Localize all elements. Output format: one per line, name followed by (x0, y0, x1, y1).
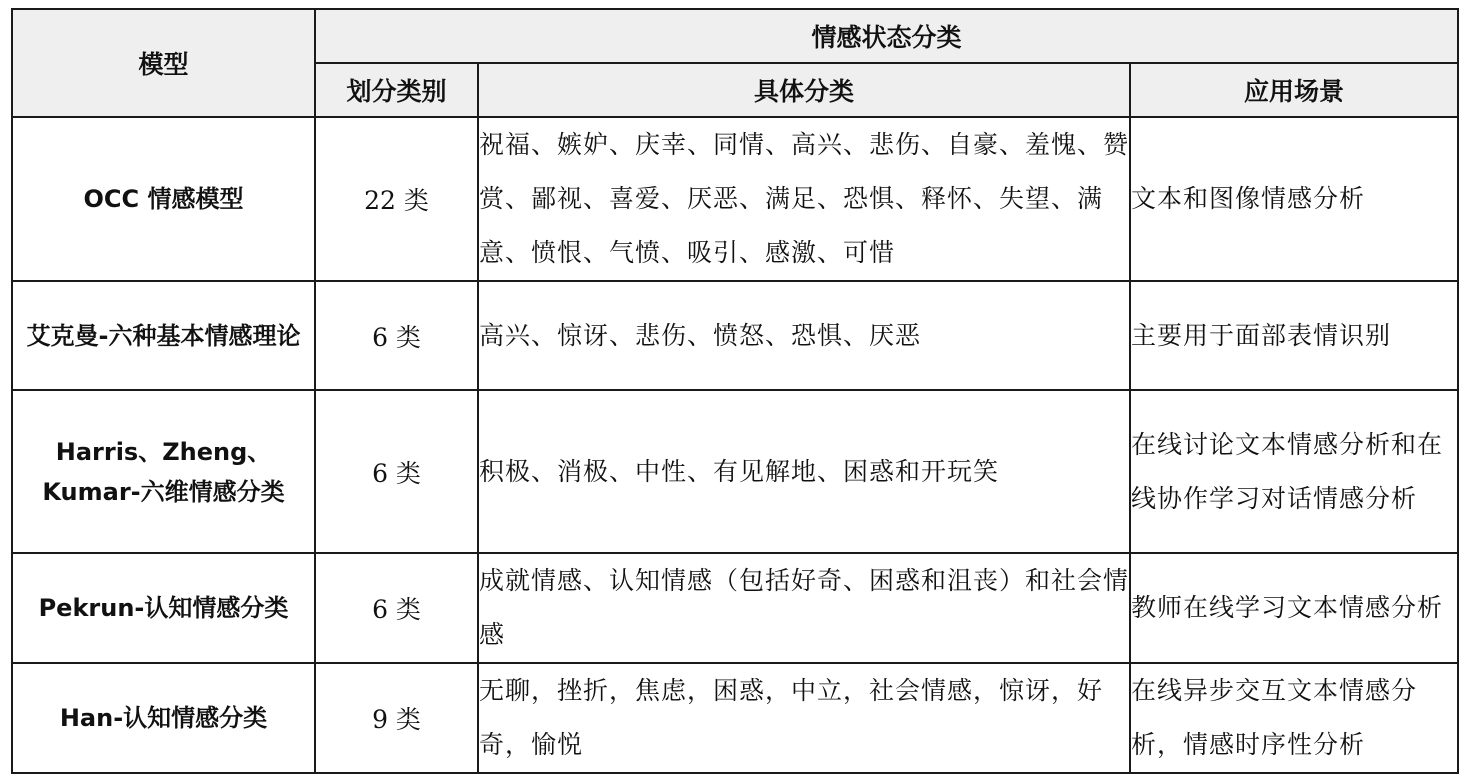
table-row (12, 553, 1458, 663)
table-row (12, 281, 1458, 390)
row-scene: 主要用于面部表情识别 (1130, 281, 1458, 390)
emotion-classification-table (11, 8, 1459, 774)
row-scene: 在线异步交互文本情感分析，情感时序性分析 (1130, 663, 1458, 773)
row-detail: 成就情感、认知情感（包括好奇、困惑和沮丧）和社会情感 (478, 553, 1130, 663)
row-count: 22 类 (315, 117, 478, 281)
header-count: 划分类别 (315, 63, 478, 117)
header-row-1 (12, 9, 1458, 63)
header-emotion-group: 情感状态分类 (315, 9, 1458, 63)
row-model: OCC 情感模型 (12, 117, 315, 281)
header-scene: 应用场景 (1130, 63, 1458, 117)
row-count: 6 类 (315, 553, 478, 663)
row-model: 艾克曼-六种基本情感理论 (12, 281, 315, 390)
row-scene: 教师在线学习文本情感分析 (1130, 553, 1458, 663)
table-row (12, 663, 1458, 773)
row-count: 6 类 (315, 281, 478, 390)
header-detail: 具体分类 (478, 63, 1130, 117)
row-model: Pekrun-认知情感分类 (12, 553, 315, 663)
row-count: 9 类 (315, 663, 478, 773)
row-detail: 无聊，挫折，焦虑，困惑，中立，社会情感，惊讶，好奇，愉悦 (478, 663, 1130, 773)
row-model: Harris、Zheng、Kumar-六维情感分类 (12, 390, 315, 553)
table-row (12, 390, 1458, 553)
row-detail: 积极、消极、中性、有见解地、困惑和开玩笑 (478, 390, 1130, 553)
header-model: 模型 (12, 9, 315, 117)
row-detail: 祝福、嫉妒、庆幸、同情、高兴、悲伤、自豪、羞愧、赞赏、鄙视、喜爱、厌恶、满足、恐惧、释怀、失望、满意、愤恨、气愤、吸引、感激、可惜 (478, 117, 1130, 281)
table-row (12, 117, 1458, 281)
row-scene: 在线讨论文本情感分析和在线协作学习对话情感分析 (1130, 390, 1458, 553)
row-model: Han-认知情感分类 (12, 663, 315, 773)
row-scene: 文本和图像情感分析 (1130, 117, 1458, 281)
row-count: 6 类 (315, 390, 478, 553)
row-detail: 高兴、惊讶、悲伤、愤怒、恐惧、厌恶 (478, 281, 1130, 390)
